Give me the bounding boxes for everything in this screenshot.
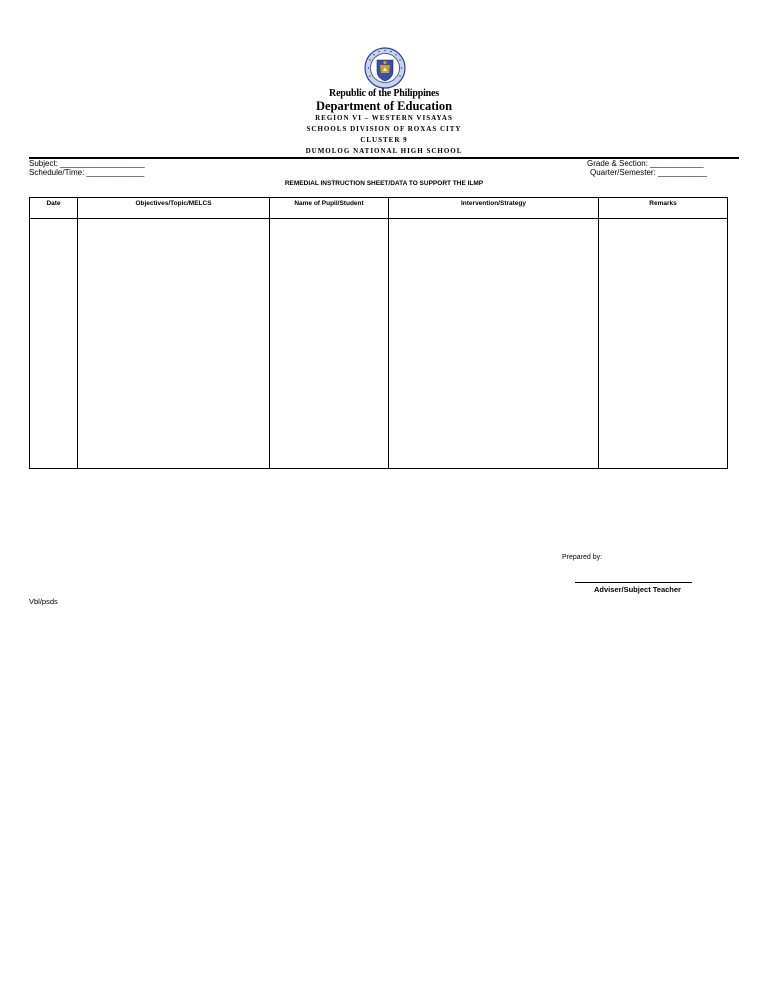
column-header-date: Date bbox=[30, 198, 78, 219]
republic-heading: Republic of the Philippines bbox=[329, 88, 439, 99]
schedule-field: Schedule/Time: _____________ bbox=[29, 168, 145, 177]
intervention-cell[interactable] bbox=[389, 219, 599, 469]
column-header-student-name: Name of Pupil/Student bbox=[270, 198, 389, 219]
sheet-title: REMEDIAL INSTRUCTION SHEET/DATA TO SUPPORT THE ILMP bbox=[284, 180, 484, 187]
remarks-cell[interactable] bbox=[599, 219, 728, 469]
table-row bbox=[30, 219, 728, 469]
date-cell[interactable] bbox=[30, 219, 78, 469]
grade-section-field: Grade & Section: ____________ bbox=[587, 159, 704, 168]
prepared-by-label: Prepared by: bbox=[562, 554, 603, 561]
school-heading: DUMOLOG NATIONAL HIGH SCHOOL bbox=[305, 147, 463, 155]
adviser-label: Adviser/Subject Teacher bbox=[594, 585, 681, 594]
subject-field: Subject: ___________________ bbox=[29, 159, 145, 168]
deped-seal-icon bbox=[364, 47, 406, 89]
cluster-heading: CLUSTER 9 bbox=[360, 136, 408, 144]
department-heading: Department of Education bbox=[315, 99, 453, 113]
column-header-remarks: Remarks bbox=[599, 198, 728, 219]
student-name-cell[interactable] bbox=[270, 219, 389, 469]
quarter-semester-field: Quarter/Semester: ___________ bbox=[590, 168, 707, 177]
signature-line bbox=[575, 582, 692, 583]
document-code: Vbl/psds bbox=[29, 597, 58, 606]
table-header-row bbox=[30, 198, 728, 219]
region-heading: REGION VI – WESTERN VISAYAS bbox=[315, 114, 453, 122]
division-heading: SCHOOLS DIVISION OF ROXAS CITY bbox=[306, 125, 462, 133]
column-header-intervention: Intervention/Strategy bbox=[389, 198, 599, 219]
objectives-cell[interactable] bbox=[78, 219, 270, 469]
remedial-table bbox=[29, 197, 728, 469]
column-header-objectives: Objectives/Topic/MELCS bbox=[78, 198, 270, 219]
